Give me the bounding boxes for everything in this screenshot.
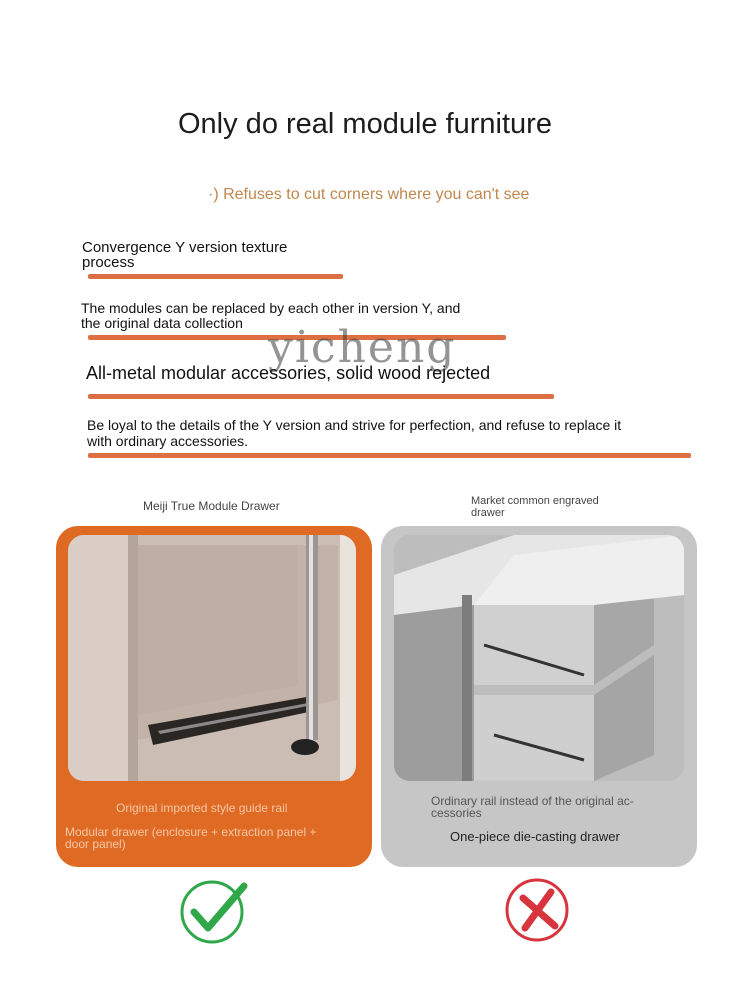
- right-card-label: [471, 495, 599, 519]
- left-caption-2: [65, 826, 316, 850]
- point-2-line-1: The modules can be replaced by each other in version Y, and: [81, 300, 461, 316]
- subtitle: ·) Refuses to cut corners where you can't see: [208, 186, 530, 203]
- point-1-line-1: Convergence Y version texture: [82, 239, 288, 256]
- right-caption-2: One-piece die-casting drawer: [450, 829, 620, 844]
- underline-bar-1: [88, 274, 343, 279]
- right-card-label-line-2: drawer: [471, 507, 505, 519]
- right-caption-1: [431, 795, 634, 819]
- right-comparison-card: [381, 526, 697, 867]
- underline-bar-3: [88, 394, 554, 399]
- left-comparison-card: [56, 526, 372, 867]
- point-4: [87, 417, 621, 449]
- left-drawer-photo: [68, 535, 356, 781]
- left-card-label: Meiji True Module Drawer: [143, 499, 280, 513]
- point-1-line-2: process: [82, 254, 135, 271]
- right-caption-1-line-1: Ordinary rail instead of the original ac-: [431, 794, 634, 808]
- watermark: yicheng: [268, 322, 457, 373]
- right-drawer-photo: [394, 535, 684, 781]
- point-2-line-2: the original data collection: [81, 315, 243, 331]
- page-title: Only do real module furniture: [178, 108, 552, 140]
- right-caption-1-line-2: cessories: [431, 806, 482, 820]
- point-4-line-1: Be loyal to the details of the Y version and strive for perfection, and refuse to replace it: [87, 417, 622, 433]
- cross-icon: [503, 876, 575, 948]
- point-4-line-2: with ordinary accessories.: [87, 433, 249, 449]
- left-caption-2-line-2: door panel): [65, 837, 126, 851]
- right-card-label-line-1: Market common engraved: [471, 495, 599, 507]
- underline-bar-4: [88, 453, 691, 458]
- check-icon: [178, 876, 250, 948]
- point-3: All-metal modular accessories, solid wood rejected: [86, 363, 491, 383]
- left-caption-2-line-1: Modular drawer (enclosure + extraction panel +: [65, 825, 317, 839]
- left-caption-1: Original imported style guide rail: [116, 801, 288, 815]
- drawer-image: [68, 535, 356, 781]
- drawer-image: [394, 535, 684, 781]
- point-1: [82, 240, 287, 270]
